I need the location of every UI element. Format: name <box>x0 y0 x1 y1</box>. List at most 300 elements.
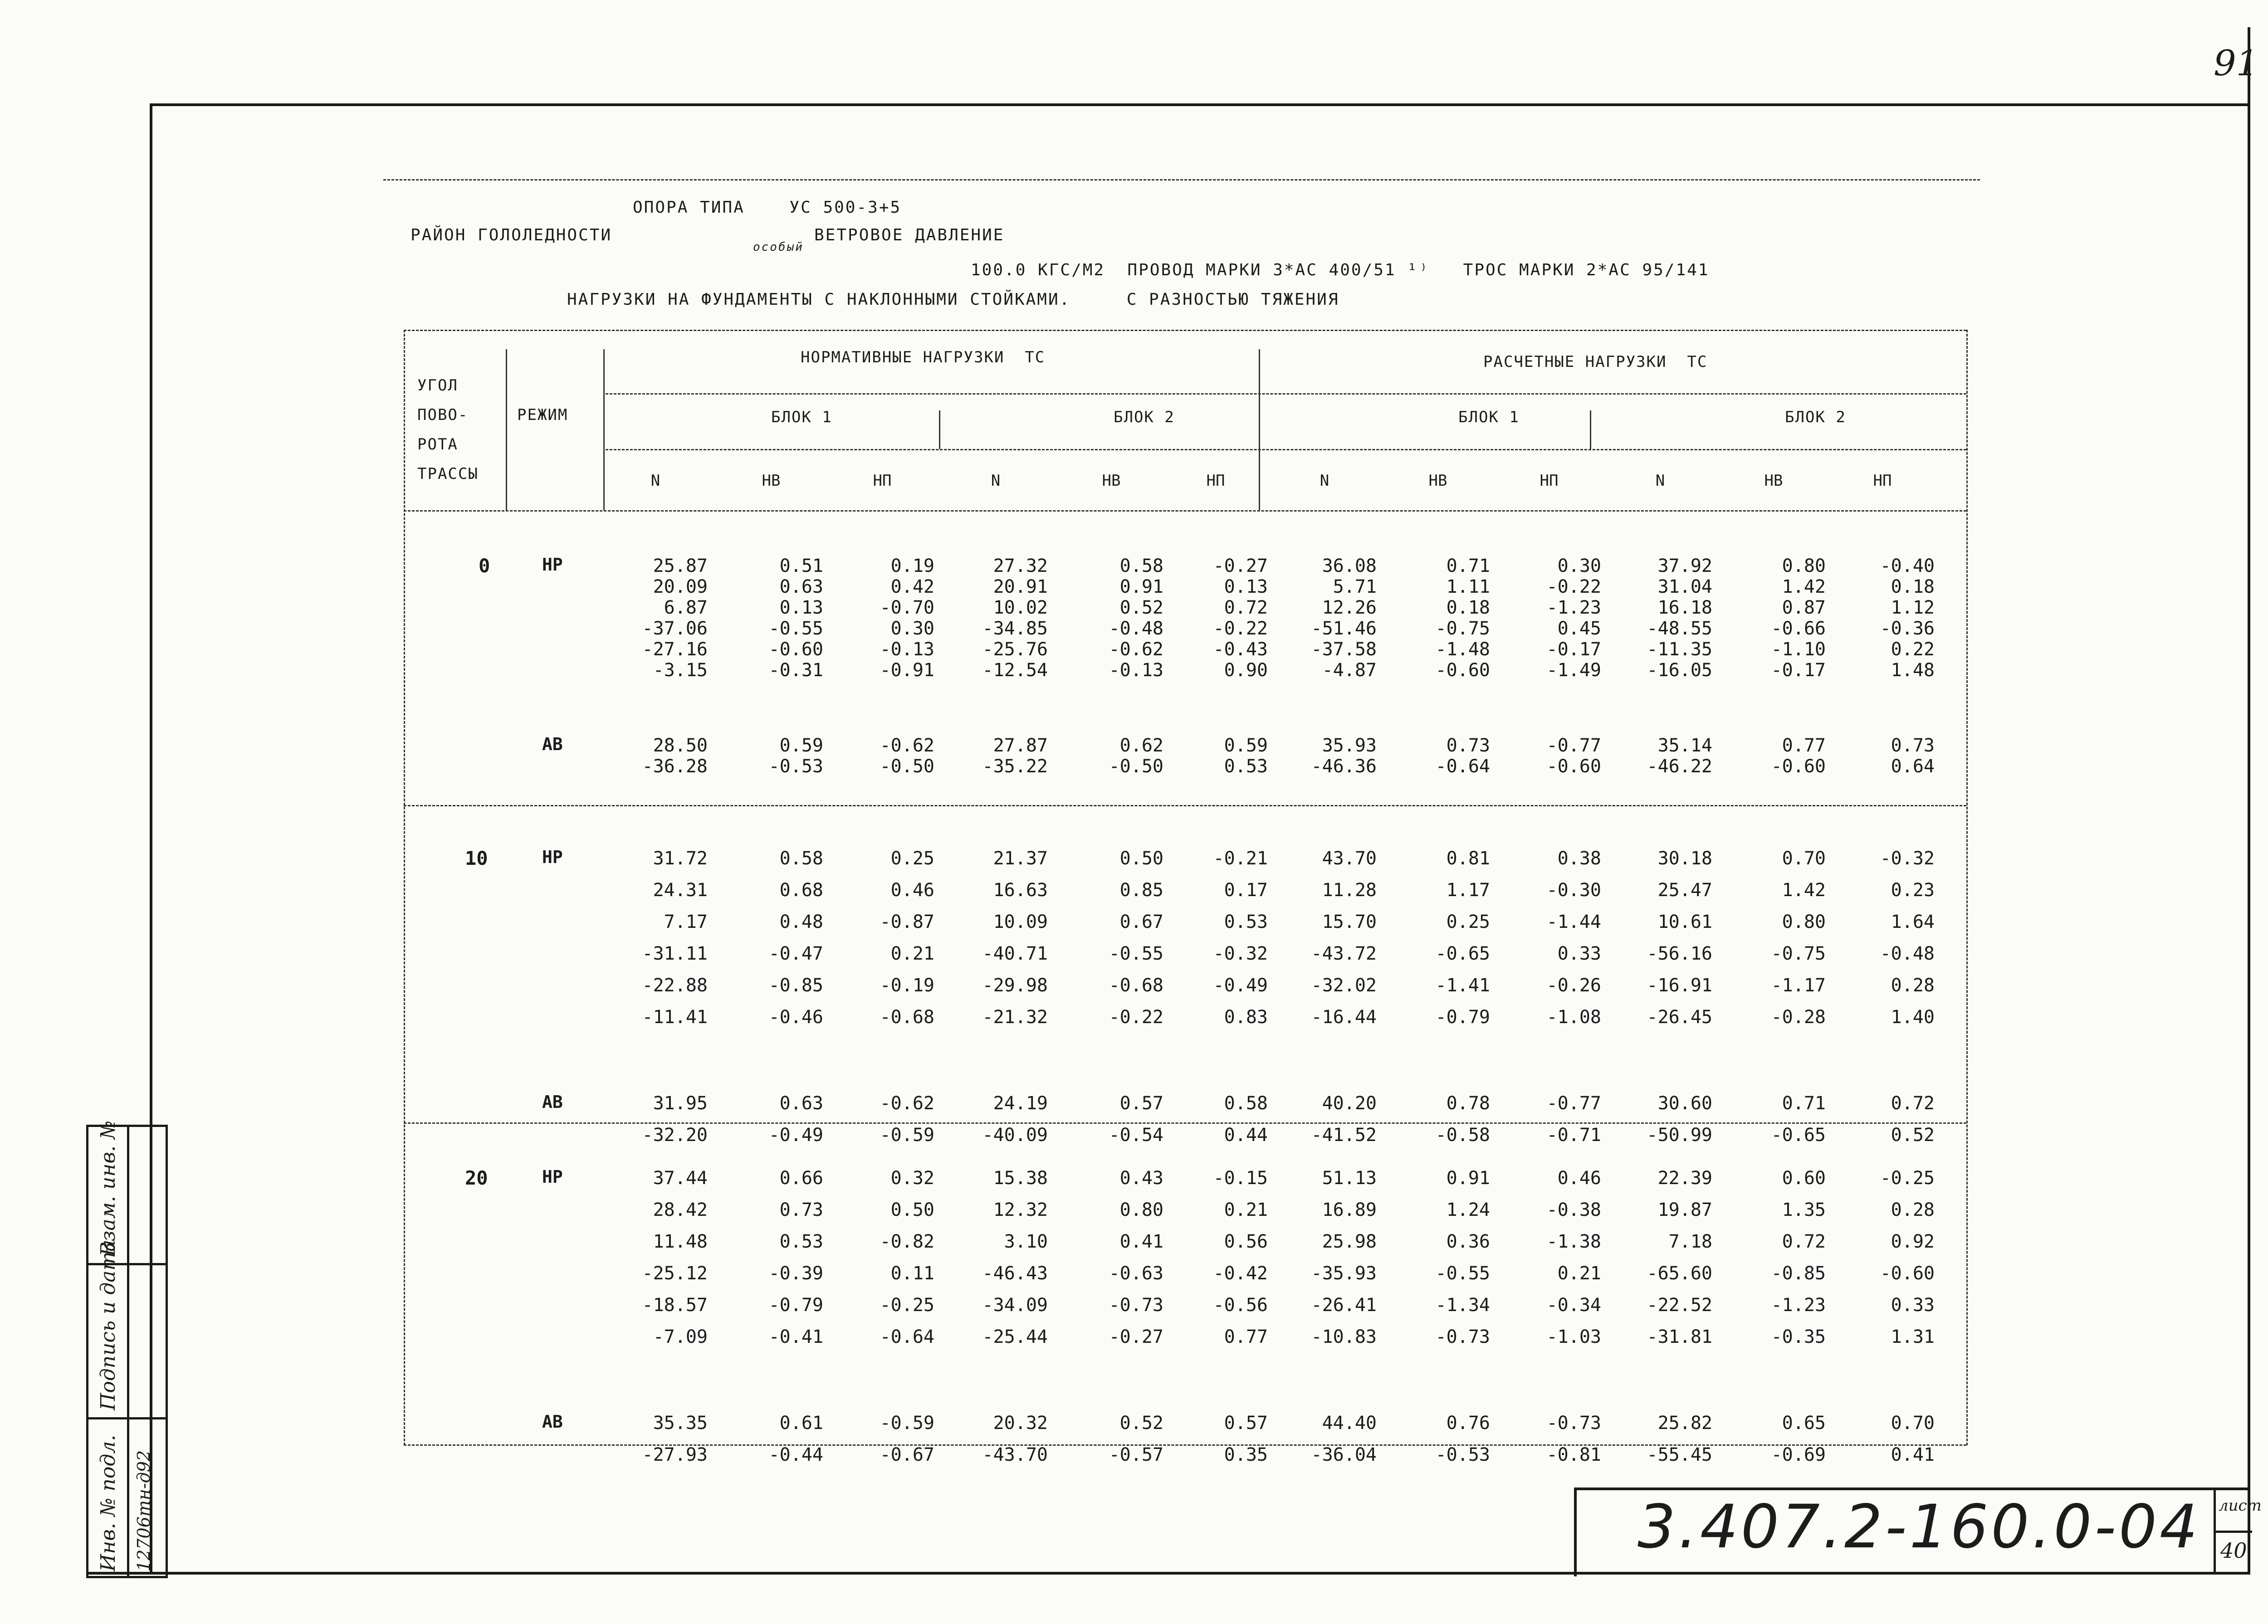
table-cell: 0.22 <box>1891 639 1935 660</box>
table-cell: 0.73 <box>1891 735 1935 756</box>
table-cell: -0.79 <box>768 1295 823 1316</box>
table-cell: -16.44 <box>1311 1007 1377 1028</box>
table-cell: 0.72 <box>1891 1093 1935 1114</box>
wire-and-cable-line: 100.0 КГС/М2 ПРОВОД МАРКИ 3*АС 400/51 ¹⁾ ТРОС МАРКИ 2*АС 95/141 <box>971 261 1710 279</box>
table-cell: 7.18 <box>1668 1231 1712 1252</box>
table-cell: -0.34 <box>1546 1295 1601 1316</box>
table-cell: -0.64 <box>880 1327 934 1347</box>
table-cell: -0.77 <box>1546 1093 1601 1114</box>
table-cell: -0.39 <box>768 1263 823 1284</box>
table-cell: 24.31 <box>653 880 708 901</box>
table-cell: 0.80 <box>1119 1200 1163 1220</box>
table-cell: 0.52 <box>1119 1413 1163 1434</box>
table-cell: 0.28 <box>1891 975 1935 996</box>
table-cell: 0.60 <box>1782 1168 1826 1189</box>
table-cell: -32.20 <box>642 1125 708 1146</box>
table-cell: 0.63 <box>779 1093 823 1114</box>
table-cell: -0.81 <box>1546 1444 1601 1465</box>
table-cell: -0.56 <box>1213 1295 1268 1316</box>
table-cell: 0.92 <box>1891 1231 1935 1252</box>
table-cell: 21.37 <box>993 848 1048 869</box>
table-cell: 1.64 <box>1891 912 1935 932</box>
table-cell: -0.79 <box>1435 1007 1490 1028</box>
sub-column-header: N <box>1320 472 1330 490</box>
table-cell: 24.19 <box>993 1093 1048 1114</box>
table-cell: -0.57 <box>1109 1444 1163 1465</box>
angle-value: 0 <box>479 555 490 577</box>
table-cell: 30.60 <box>1657 1093 1712 1114</box>
table-cell: 0.46 <box>1557 1168 1601 1189</box>
table-cell: -0.69 <box>1771 1444 1826 1465</box>
ice-region-value: особый <box>753 240 804 254</box>
table-cell: 0.57 <box>1224 1413 1268 1434</box>
table-cell: 0.56 <box>1224 1231 1268 1252</box>
table-cell: 0.51 <box>779 556 823 576</box>
sheet-cell-divider <box>2216 1531 2252 1533</box>
table-cell: -0.19 <box>880 975 934 996</box>
table-cell: -12.54 <box>982 660 1048 681</box>
table-cell: -0.22 <box>1213 618 1268 639</box>
table-cell: -0.44 <box>768 1444 823 1465</box>
table-cell: 3.10 <box>1004 1231 1048 1252</box>
table-cell: -0.60 <box>1435 660 1490 681</box>
group-separator-rule <box>404 1122 1966 1124</box>
table-cell: 6.87 <box>664 597 708 618</box>
table-cell: 35.93 <box>1322 735 1377 756</box>
sub-column-header: НВ <box>1428 472 1447 490</box>
table-cell: -1.03 <box>1546 1327 1601 1347</box>
table-cell: -0.62 <box>880 1093 934 1114</box>
table-cell: 27.32 <box>993 556 1048 576</box>
table-cell: 0.38 <box>1557 848 1601 869</box>
table-cell: 0.91 <box>1119 576 1163 597</box>
table-cell: -1.44 <box>1546 912 1601 932</box>
table-cell: -0.17 <box>1771 660 1826 681</box>
table-cell: 0.23 <box>1891 880 1935 901</box>
column-divider <box>1590 410 1591 449</box>
header-top-rule <box>383 179 1980 180</box>
table-cell: 0.18 <box>1891 576 1935 597</box>
table-cell: -0.32 <box>1213 943 1268 964</box>
table-cell: 31.72 <box>653 848 708 869</box>
table-top-rule <box>404 330 1966 331</box>
table-cell: -34.09 <box>982 1295 1048 1316</box>
table-cell: 1.42 <box>1782 576 1826 597</box>
table-cell: -35.93 <box>1311 1263 1377 1284</box>
table-cell: -18.57 <box>642 1295 708 1316</box>
table-cell: 0.87 <box>1782 597 1826 618</box>
table-cell: -0.25 <box>880 1295 934 1316</box>
mode-value: НР <box>542 555 563 575</box>
table-cell: -40.09 <box>982 1125 1048 1146</box>
group-separator-rule <box>404 805 1966 806</box>
table-cell: 0.80 <box>1782 556 1826 576</box>
table-cell: 0.21 <box>890 943 934 964</box>
table-cell: -0.73 <box>1435 1327 1490 1347</box>
table-cell: 40.20 <box>1322 1093 1377 1114</box>
table-cell: 0.83 <box>1224 1007 1268 1028</box>
table-cell: 1.31 <box>1891 1327 1935 1347</box>
table-cell: 1.24 <box>1446 1200 1490 1220</box>
table-cell: 11.48 <box>653 1231 708 1252</box>
table-cell: -0.59 <box>880 1125 934 1146</box>
table-cell: 0.64 <box>1891 756 1935 777</box>
table-cell: 10.09 <box>993 912 1048 932</box>
mode-header: РЕЖИМ <box>517 406 568 424</box>
table-cell: -46.22 <box>1647 756 1712 777</box>
table-cell: 31.04 <box>1657 576 1712 597</box>
table-cell: -0.63 <box>1109 1263 1163 1284</box>
table-cell: 1.17 <box>1446 880 1490 901</box>
table-cell: 37.44 <box>653 1168 708 1189</box>
table-cell: 0.77 <box>1782 735 1826 756</box>
table-cell: -22.52 <box>1647 1295 1712 1316</box>
table-cell: 0.53 <box>1224 912 1268 932</box>
mode-value: НР <box>542 1167 563 1187</box>
stamp-inventory-number: 12706тн-д92 <box>134 1450 154 1571</box>
table-cell: -1.48 <box>1435 639 1490 660</box>
table-cell: 0.68 <box>779 880 823 901</box>
table-cell: -43.70 <box>982 1444 1048 1465</box>
table-cell: 0.90 <box>1224 660 1268 681</box>
table-cell: -65.60 <box>1647 1263 1712 1284</box>
table-cell: 0.58 <box>779 848 823 869</box>
table-cell: 0.33 <box>1557 943 1601 964</box>
design-loads-header: РАСЧЕТНЫЕ НАГРУЗКИ ТС <box>1483 353 1708 371</box>
table-cell: -55.45 <box>1647 1444 1712 1465</box>
table-cell: 15.70 <box>1322 912 1377 932</box>
table-cell: -43.72 <box>1311 943 1377 964</box>
column-divider <box>939 410 940 449</box>
table-cell: 36.08 <box>1322 556 1377 576</box>
table-cell: 0.78 <box>1446 1093 1490 1114</box>
table-cell: -0.85 <box>768 975 823 996</box>
table-cell: -25.44 <box>982 1327 1048 1347</box>
table-cell: -51.46 <box>1311 618 1377 639</box>
table-cell: -0.70 <box>880 597 934 618</box>
table-cell: -1.08 <box>1546 1007 1601 1028</box>
table-cell: -34.85 <box>982 618 1048 639</box>
table-cell: 1.48 <box>1891 660 1935 681</box>
table-cell: -0.64 <box>1435 756 1490 777</box>
table-cell: -0.30 <box>1546 880 1601 901</box>
table-cell: -0.27 <box>1213 556 1268 576</box>
table-cell: -0.54 <box>1109 1125 1163 1146</box>
table-cell: -0.49 <box>1213 975 1268 996</box>
table-cell: -0.77 <box>1546 735 1601 756</box>
table-cell: 0.66 <box>779 1168 823 1189</box>
table-cell: 0.41 <box>1891 1444 1935 1465</box>
table-cell: 0.76 <box>1446 1413 1490 1434</box>
table-cell: -32.02 <box>1311 975 1377 996</box>
sheet-label: лист <box>2219 1497 2262 1515</box>
table-cell: -27.93 <box>642 1444 708 1465</box>
table-cell: 0.52 <box>1119 597 1163 618</box>
table-cell: -0.85 <box>1771 1263 1826 1284</box>
table-cell: 0.70 <box>1782 848 1826 869</box>
table-cell: 35.35 <box>653 1413 708 1434</box>
table-cell: 0.18 <box>1446 597 1490 618</box>
support-type-line: ОПОРА ТИПА УС 500-3+5 <box>633 198 902 217</box>
table-cell: 0.57 <box>1119 1093 1163 1114</box>
table-cell: -29.98 <box>982 975 1048 996</box>
table-cell: -0.60 <box>768 639 823 660</box>
sub-column-header: НВ <box>762 472 781 490</box>
sub-column-header: НП <box>873 472 892 490</box>
table-cell: -0.48 <box>1109 618 1163 639</box>
table-cell: -0.46 <box>768 1007 823 1028</box>
table-cell: -0.17 <box>1546 639 1601 660</box>
table-right-rule <box>1966 330 1968 1445</box>
table-cell: -11.41 <box>642 1007 708 1028</box>
table-cell: -46.36 <box>1311 756 1377 777</box>
stamp-replaced-inv: Взам. инв. № <box>97 1120 120 1256</box>
table-cell: -36.28 <box>642 756 708 777</box>
table-cell: -0.55 <box>768 618 823 639</box>
ice-region-label: РАЙОН ГОЛОЛЕДНОСТИ <box>411 226 612 244</box>
table-cell: 0.45 <box>1557 618 1601 639</box>
angle-header-line: ПОВО- <box>417 406 469 424</box>
table-cell: 1.12 <box>1891 597 1935 618</box>
table-cell: 15.38 <box>993 1168 1048 1189</box>
table-cell: -56.16 <box>1647 943 1712 964</box>
header-sub-rule <box>606 393 1966 395</box>
table-cell: 0.44 <box>1224 1125 1268 1146</box>
table-cell: -0.62 <box>1109 639 1163 660</box>
table-cell: -0.53 <box>1435 1444 1490 1465</box>
table-cell: 0.71 <box>1446 556 1490 576</box>
table-cell: -0.65 <box>1435 943 1490 964</box>
table-cell: 16.63 <box>993 880 1048 901</box>
table-cell: -0.65 <box>1771 1125 1826 1146</box>
approval-stamp <box>86 1120 168 1578</box>
table-cell: 20.32 <box>993 1413 1048 1434</box>
table-cell: -48.55 <box>1647 618 1712 639</box>
table-cell: -31.81 <box>1647 1327 1712 1347</box>
table-cell: 43.70 <box>1322 848 1377 869</box>
table-cell: 0.58 <box>1119 556 1163 576</box>
table-cell: 0.21 <box>1557 1263 1601 1284</box>
table-cell: 0.61 <box>779 1413 823 1434</box>
frame-right-border <box>2248 27 2250 1575</box>
table-cell: -1.23 <box>1771 1295 1826 1316</box>
table-cell: 1.40 <box>1891 1007 1935 1028</box>
table-cell: -1.34 <box>1435 1295 1490 1316</box>
block-header: БЛОК 2 <box>1785 408 1846 426</box>
table-cell: 0.73 <box>1446 735 1490 756</box>
sheet-count: 40 <box>2220 1538 2247 1563</box>
table-cell: -0.42 <box>1213 1263 1268 1284</box>
sheet-number: 91 <box>2214 43 2259 84</box>
sub-column-header: НП <box>1540 472 1559 490</box>
sub-column-header: НП <box>1206 472 1225 490</box>
table-cell: -3.15 <box>653 660 708 681</box>
table-cell: -0.66 <box>1771 618 1826 639</box>
table-cell: 0.17 <box>1224 880 1268 901</box>
table-cell: -37.58 <box>1311 639 1377 660</box>
sub-column-header: N <box>1655 472 1665 490</box>
table-cell: -0.68 <box>1109 975 1163 996</box>
table-cell: -0.36 <box>1880 618 1935 639</box>
table-cell: 51.13 <box>1322 1168 1377 1189</box>
table-cell: -0.26 <box>1546 975 1601 996</box>
table-cell: -0.53 <box>768 756 823 777</box>
table-cell: 0.13 <box>1224 576 1268 597</box>
wind-pressure-label: ВЕТРОВОЕ ДАВЛЕНИЕ <box>814 226 1005 244</box>
sheet-cell <box>2214 1487 2262 1574</box>
table-cell: -50.99 <box>1647 1125 1712 1146</box>
table-cell: -0.49 <box>768 1125 823 1146</box>
mode-value: АВ <box>542 734 563 754</box>
table-cell: -0.40 <box>1880 556 1935 576</box>
table-cell: -0.55 <box>1435 1263 1490 1284</box>
table-cell: 27.87 <box>993 735 1048 756</box>
table-cell: 35.14 <box>1657 735 1712 756</box>
table-cell: -0.58 <box>1435 1125 1490 1146</box>
table-cell: -21.32 <box>982 1007 1048 1028</box>
table-cell: 0.52 <box>1891 1125 1935 1146</box>
table-cell: 20.09 <box>653 576 708 597</box>
table-cell: 0.30 <box>890 618 934 639</box>
table-cell: -27.16 <box>642 639 708 660</box>
angle-value: 10 <box>465 847 488 869</box>
table-cell: -0.22 <box>1109 1007 1163 1028</box>
mode-value: НР <box>542 847 563 867</box>
table-cell: 30.18 <box>1657 848 1712 869</box>
table-cell: 22.39 <box>1657 1168 1712 1189</box>
table-cell: -1.49 <box>1546 660 1601 681</box>
table-cell: 16.18 <box>1657 597 1712 618</box>
table-cell: -16.05 <box>1647 660 1712 681</box>
table-cell: 37.92 <box>1657 556 1712 576</box>
table-cell: 0.62 <box>1119 735 1163 756</box>
table-cell: -0.35 <box>1771 1327 1826 1347</box>
table-cell: 0.81 <box>1446 848 1490 869</box>
sub-column-header: N <box>991 472 1001 490</box>
table-cell: 16.89 <box>1322 1200 1377 1220</box>
angle-header-line: ТРАССЫ <box>417 465 479 483</box>
table-cell: -46.43 <box>982 1263 1048 1284</box>
table-cell: -0.48 <box>1880 943 1935 964</box>
stamp-signature-date: Подпись и дата <box>97 1239 120 1410</box>
table-cell: -16.91 <box>1647 975 1712 996</box>
table-cell: -40.71 <box>982 943 1048 964</box>
block-header: БЛОК 1 <box>771 408 832 426</box>
table-cell: 0.85 <box>1119 880 1163 901</box>
table-cell: 0.53 <box>1224 756 1268 777</box>
table-cell: 0.11 <box>890 1263 934 1284</box>
table-cell: 0.28 <box>1891 1200 1935 1220</box>
table-cell: 12.32 <box>993 1200 1048 1220</box>
table-left-rule <box>404 330 405 1445</box>
table-cell: 0.67 <box>1119 912 1163 932</box>
stamp-divider <box>88 1417 166 1419</box>
angle-header-line: УГОЛ <box>417 376 458 395</box>
table-cell: -25.12 <box>642 1263 708 1284</box>
block-header: БЛОК 2 <box>1114 408 1175 426</box>
table-cell: 0.72 <box>1782 1231 1826 1252</box>
table-cell: -0.38 <box>1546 1200 1601 1220</box>
table-cell: -0.62 <box>880 735 934 756</box>
table-cell: 5.71 <box>1333 576 1377 597</box>
sub-column-header: НВ <box>1102 472 1121 490</box>
table-cell: 28.50 <box>653 735 708 756</box>
sub-column-header: N <box>650 472 660 490</box>
table-cell: 0.91 <box>1446 1168 1490 1189</box>
table-cell: -0.60 <box>1880 1263 1935 1284</box>
table-cell: 25.82 <box>1657 1413 1712 1434</box>
table-cell: 0.42 <box>890 576 934 597</box>
table-cell: -37.06 <box>642 618 708 639</box>
table-cell: 0.50 <box>1119 848 1163 869</box>
table-cell: -26.41 <box>1311 1295 1377 1316</box>
table-cell: -0.50 <box>880 756 934 777</box>
table-cell: -0.59 <box>880 1413 934 1434</box>
mode-value: АВ <box>542 1412 563 1432</box>
table-cell: -0.43 <box>1213 639 1268 660</box>
table-cell: 0.59 <box>779 735 823 756</box>
table-cell: -0.75 <box>1771 943 1826 964</box>
table-cell: -25.76 <box>982 639 1048 660</box>
table-cell: 0.71 <box>1782 1093 1826 1114</box>
table-cell: 0.77 <box>1224 1327 1268 1347</box>
table-cell: 0.46 <box>890 880 934 901</box>
table-cell: 0.63 <box>779 576 823 597</box>
table-cell: -31.11 <box>642 943 708 964</box>
table-cell: 0.65 <box>1782 1413 1826 1434</box>
table-cell: -0.25 <box>1880 1168 1935 1189</box>
table-cell: 11.28 <box>1322 880 1377 901</box>
table-cell: 0.80 <box>1782 912 1826 932</box>
table-cell: -0.50 <box>1109 756 1163 777</box>
table-cell: -1.38 <box>1546 1231 1601 1252</box>
table-cell: -4.87 <box>1322 660 1377 681</box>
table-cell: 0.41 <box>1119 1231 1163 1252</box>
table-cell: 12.26 <box>1322 597 1377 618</box>
table-cell: 10.61 <box>1657 912 1712 932</box>
table-cell: 0.33 <box>1891 1295 1935 1316</box>
table-cell: -11.35 <box>1647 639 1712 660</box>
table-cell: -0.22 <box>1546 576 1601 597</box>
block-header: БЛОК 1 <box>1458 408 1520 426</box>
table-cell: 28.42 <box>653 1200 708 1220</box>
table-cell: 0.58 <box>1224 1093 1268 1114</box>
table-cell: 0.50 <box>890 1200 934 1220</box>
mode-value: АВ <box>542 1092 563 1112</box>
table-cell: 0.70 <box>1891 1413 1935 1434</box>
loads-description-line: НАГРУЗКИ НА ФУНДАМЕНТЫ С НАКЛОННЫМИ СТОЙКАМИ. С РАЗНОСТЬЮ ТЯЖЕНИЯ <box>567 290 1339 309</box>
table-cell: 0.19 <box>890 556 934 576</box>
table-cell: -0.47 <box>768 943 823 964</box>
table-cell: -0.41 <box>768 1327 823 1347</box>
table-cell: -0.31 <box>768 660 823 681</box>
table-cell: -0.27 <box>1109 1327 1163 1347</box>
table-cell: -0.55 <box>1109 943 1163 964</box>
table-cell: -0.32 <box>1880 848 1935 869</box>
table-cell: 0.13 <box>779 597 823 618</box>
table-cell: -0.73 <box>1546 1413 1601 1434</box>
table-cell: -36.04 <box>1311 1444 1377 1465</box>
table-cell: -1.23 <box>1546 597 1601 618</box>
table-cell: -0.68 <box>880 1007 934 1028</box>
table-cell: 0.25 <box>890 848 934 869</box>
table-cell: -0.60 <box>1546 756 1601 777</box>
table-cell: 0.25 <box>1446 912 1490 932</box>
table-cell: -0.67 <box>880 1444 934 1465</box>
table-cell: 0.48 <box>779 912 823 932</box>
table-cell: -0.82 <box>880 1231 934 1252</box>
sub-column-header: НВ <box>1764 472 1783 490</box>
